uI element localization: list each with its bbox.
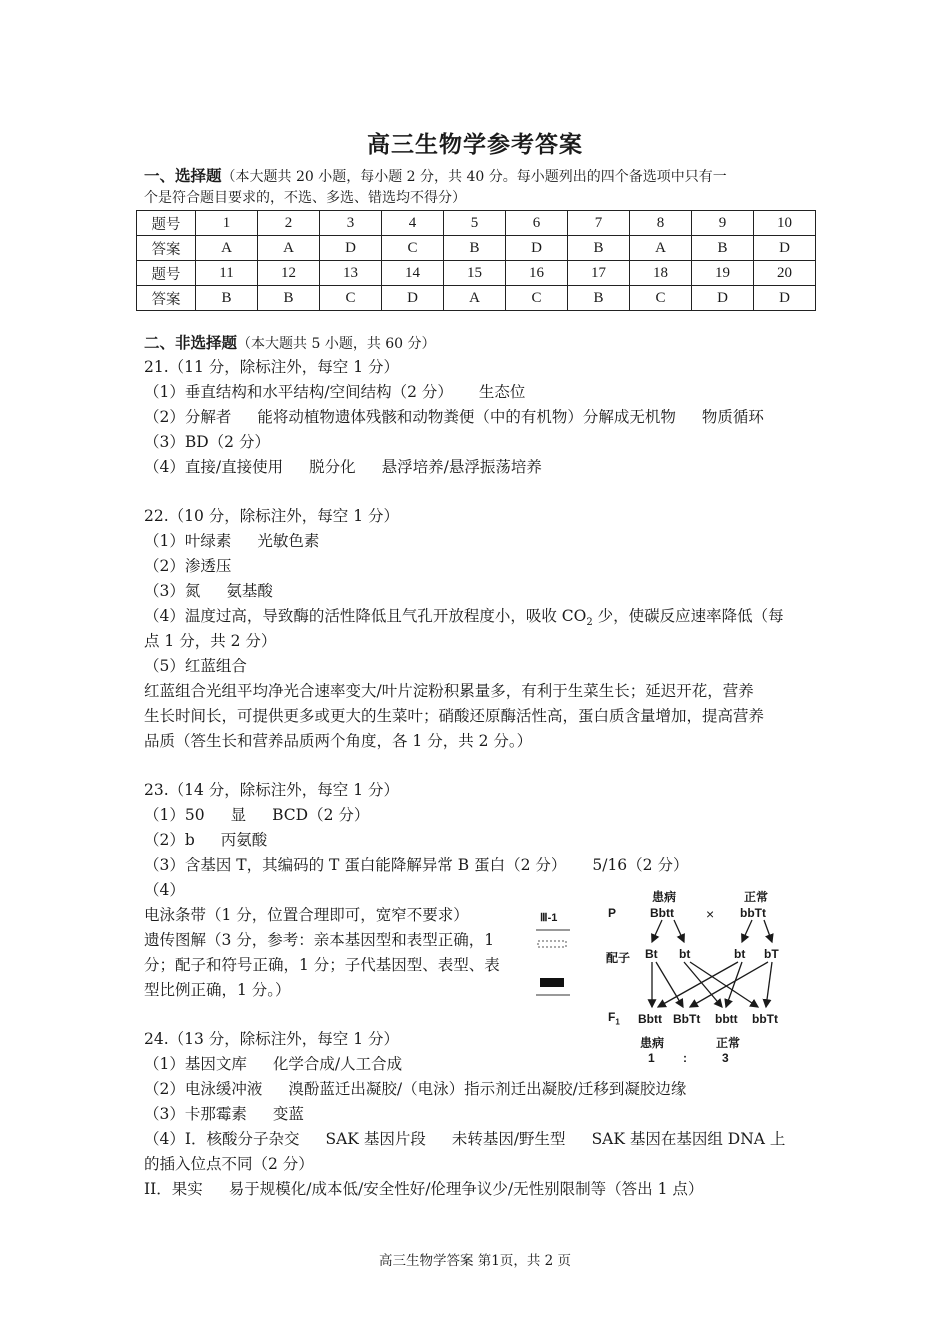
q22-paragraph-3: 品质（答生长和营养品质两个角度，各 1 分，共 2 分。） (144, 732, 533, 750)
section1-note-1: （本大题共 20 小题，每小题 2 分，共 40 分。每小题列出的四个备选项中只有一 (221, 169, 727, 185)
q23-1a: （1）50 (144, 806, 205, 824)
q22-4-subscript: 2 (586, 617, 593, 629)
q22-paragraph-1: 红蓝组合光组平均净光合速率变大/叶片淀粉积累量多，有利于生菜生长；延迟开花，营养 (144, 682, 754, 700)
table-cell: C (382, 236, 444, 261)
q23-3b: 5/16（2 分） (592, 856, 689, 874)
table-cell: C (506, 286, 568, 311)
q23-header: 23.（14 分，除标注外，每空 1 分） (144, 781, 400, 799)
table-cell: 3 (320, 211, 382, 236)
parent2-phenotype: 正常 (744, 890, 769, 904)
parent2-genotype: bbTt (740, 906, 766, 920)
table-cell: C (630, 286, 692, 311)
q24-4c: 未转基因/野生型 (451, 1130, 566, 1148)
gel-band-solid (540, 978, 564, 987)
q21-2c: 物质循环 (701, 408, 764, 426)
arrow-g2-o4 (690, 962, 758, 1007)
page-title: 高三生物学参考答案 (367, 131, 583, 158)
parent1-phenotype: 患病 (652, 890, 677, 904)
q22-1a: （1）叶绿素 (144, 532, 232, 550)
arrow-p1-g1 (652, 920, 662, 942)
q21-4a: （4）直接/直接使用 (144, 458, 284, 476)
q21-answer-3: （3）BD（2 分） (144, 433, 270, 451)
q24-header: 24.（13 分，除标注外，每空 1 分） (144, 1030, 400, 1048)
q22-3a: （3）氮 (144, 582, 201, 600)
table-row-header: 题号 (137, 211, 196, 236)
q24-1b: 化学合成/人工合成 (272, 1055, 403, 1073)
f1-subscript: 1 (615, 1017, 620, 1027)
table-cell: B (568, 236, 630, 261)
table-cell: B (196, 286, 258, 311)
q24-4a: （4）I．核酸分子杂交 (144, 1130, 300, 1148)
table-cell: 6 (506, 211, 568, 236)
q23-2a: （2）b (144, 831, 195, 849)
q21-4c: 悬浮培养/悬浮振荡培养 (381, 458, 542, 476)
table-cell: 16 (506, 261, 568, 286)
q21-header: 21.（11 分，除标注外，每空 1 分） (144, 358, 400, 376)
table-cell: B (444, 236, 506, 261)
q24-answer-ii (144, 1178, 703, 1200)
section2-heading: 二、非选择题 (144, 333, 238, 352)
table-cell: D (754, 236, 816, 261)
table-cell: 1 (196, 211, 258, 236)
f1-letter: F (608, 1010, 616, 1024)
table-cell: D (754, 286, 816, 311)
q21-1a: （1）垂直结构和水平结构/空间结构（2 分） (144, 383, 453, 401)
q21-1b: 生态位 (478, 383, 526, 401)
q24-answer-1 (144, 1053, 402, 1075)
q22-4b: 少，使碳反应速率降低（每 (592, 607, 784, 625)
gamete-1: Bt (645, 947, 658, 961)
offspring-1: Bbtt (638, 1012, 662, 1026)
q24-3b: 变蓝 (272, 1105, 304, 1123)
q22-answer-2: （2）渗透压 (144, 557, 232, 575)
offspring-3: bbtt (715, 1012, 738, 1026)
parent1-genotype: Bbtt (650, 906, 674, 920)
ratio-sick: 1 (648, 1051, 655, 1065)
ratio-colon: : (683, 1051, 687, 1065)
table-row-header: 答案 (137, 286, 196, 311)
section1-heading: 一、选择题 (144, 166, 222, 185)
q23-2b: 丙氨酸 (220, 831, 268, 849)
table-cell: C (320, 286, 382, 311)
q23-answer-4: （4） (144, 881, 185, 899)
q22-header: 22.（10 分，除标注外，每空 1 分） (144, 507, 400, 525)
offspring-2: BbTt (673, 1012, 701, 1026)
table-cell: 19 (692, 261, 754, 286)
table-cell: D (382, 286, 444, 311)
table-cell: D (506, 236, 568, 261)
table-cell: B (258, 286, 320, 311)
gel-band-dashed (538, 941, 566, 947)
section2-note: （本大题共 5 小题，共 60 分） (237, 336, 436, 352)
table-cell: 14 (382, 261, 444, 286)
q22-3b: 氨基酸 (226, 582, 273, 600)
table-cell: 10 (754, 211, 816, 236)
page-footer: 高三生物学答案 第1页，共 2 页 (378, 1253, 572, 1269)
arrow-g4-o4 (766, 962, 772, 1007)
q22-answer-5: （5）红蓝组合 (144, 657, 247, 675)
q23-text-3: 分；配子和符号正确，1 分；子代基因型、表型、表 (144, 956, 500, 974)
table-row-header: 题号 (137, 261, 196, 286)
table-cell: D (692, 286, 754, 311)
gamete-label: 配子 (606, 951, 631, 965)
q23-1c: BCD（2 分） (272, 806, 370, 824)
q23-1b: 显 (230, 806, 247, 824)
table-cell: A (196, 236, 258, 261)
q22-answer-4-cont: 点 1 分，共 2 分） (144, 632, 277, 650)
q23-text-1: 电泳条带（1 分，位置合理即可，宽窄不要求） (144, 906, 469, 924)
table-cell: B (568, 286, 630, 311)
q21-2a: （2）分解者 (144, 408, 232, 426)
table-cell: 15 (444, 261, 506, 286)
q24-2b: 溴酚蓝迁出凝胶/（电泳）指示剂迁出凝胶/迁移到凝胶边缘 (288, 1080, 687, 1098)
q22-1b: 光敏色素 (257, 532, 320, 550)
table-cell: 17 (568, 261, 630, 286)
q23-text-2: 遗传图解（3 分，参考：亲本基因型和表型正确，1 (144, 931, 495, 949)
table-cell: A (258, 236, 320, 261)
f1-label (608, 1010, 620, 1026)
q24-4d: SAK 基因在基因组 DNA 上 (591, 1130, 786, 1148)
gamete-3: bt (734, 947, 746, 961)
table-cell: 18 (630, 261, 692, 286)
parent-generation-label: P (608, 906, 617, 920)
gel-lane-label: Ⅲ-1 (540, 912, 558, 924)
q22-4a: （4）温度过高，导致酶的活性降低且气孔开放程度小，吸收 CO (144, 607, 587, 625)
q24-2a: （2）电泳缓冲液 (144, 1080, 263, 1098)
q24-answer-2 (144, 1078, 686, 1100)
table-cell: 4 (382, 211, 444, 236)
q24-answer-4-cont: 的插入位点不同（2 分） (144, 1155, 314, 1173)
table-cell: 9 (692, 211, 754, 236)
q24-4b: SAK 基因片段 (325, 1130, 426, 1148)
gamete-4: bT (764, 947, 779, 961)
q24-answer-4 (144, 1128, 785, 1150)
table-cell: A (630, 236, 692, 261)
table-cell: 20 (754, 261, 816, 286)
gamete-2: bt (679, 947, 691, 961)
q23-text-4: 型比例正确，1 分。） (144, 981, 291, 999)
table-cell: D (320, 236, 382, 261)
table-cell: 7 (568, 211, 630, 236)
table-cell: 2 (258, 211, 320, 236)
offspring-normal-phenotype: 正常 (716, 1036, 741, 1050)
offspring-sick-phenotype: 患病 (640, 1036, 665, 1050)
table-cell: 8 (630, 211, 692, 236)
q23-3a: （3）含基因 T，其编码的 T 蛋白能降解异常 B 蛋白（2 分） (144, 856, 567, 874)
offspring-4: bbTt (752, 1012, 778, 1026)
q21-2b: 能将动植物遗体残骸和动物粪便（中的有机物）分解成无机物 (257, 408, 676, 426)
section1-note-2: 个是符合题目要求的，不选、多选、错选均不得分） (144, 190, 466, 206)
cross-symbol: × (706, 906, 715, 922)
table-cell: 11 (196, 261, 258, 286)
q24-3a: （3）卡那霉素 (144, 1105, 247, 1123)
arrow-p1-g2 (674, 920, 684, 942)
table-cell: 13 (320, 261, 382, 286)
arrow-p2-g4 (764, 920, 772, 942)
q24-iia: II．果实 (144, 1180, 203, 1198)
q24-answer-3 (144, 1103, 304, 1125)
table-cell: A (444, 286, 506, 311)
table-row-header: 答案 (137, 236, 196, 261)
q24-1a: （1）基因文库 (144, 1055, 247, 1073)
ratio-normal: 3 (722, 1051, 729, 1065)
table-cell: B (692, 236, 754, 261)
q21-4b: 脱分化 (309, 458, 356, 476)
table-cell: 12 (258, 261, 320, 286)
q22-paragraph-2: 生长时间长，可提供更多或更大的生菜叶；硝酸还原酶活性高，蛋白质含量增加，提高营养 (144, 707, 765, 725)
q24-iib: 易于规模化/成本低/安全性好/伦理争议少/无性别限制等（答出 1 点） (228, 1180, 704, 1198)
table-cell: 5 (444, 211, 506, 236)
arrow-p2-g3 (742, 920, 752, 942)
